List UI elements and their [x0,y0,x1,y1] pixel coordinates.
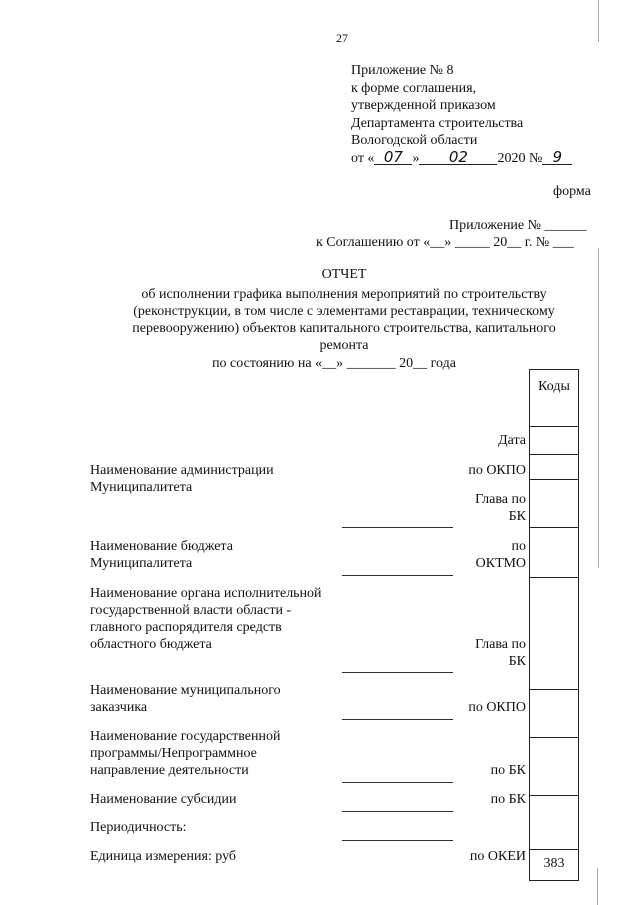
bk-label: Глава по БК [475,492,526,524]
subsidy-label: Наименование субсидии [90,792,237,807]
scan-edge [598,248,599,568]
codes-column [529,369,579,881]
code-cell-okpo-customer [530,689,578,737]
code-cell-bk [530,479,578,527]
oktmo-label: по ОКТМО [475,539,526,571]
form-label: форма [553,184,591,199]
code-cell-bk-subsidy [530,795,578,849]
budget-label: Наименование бюджета Муниципалитета [90,539,233,571]
fill-line [342,575,453,576]
attachment-line: утвержденной приказом [351,98,496,113]
report-title-line: (реконструкции, в том числе с элементами реставрации, техническому [133,304,555,319]
fill-line [342,782,453,783]
periodicity-label: Периодичность: [90,820,187,835]
fill-line [342,811,453,812]
fill-line [342,527,453,528]
okpo-label: по ОКПО [468,700,526,715]
report-title-line: ремонта [319,338,369,353]
code-cell-bk-program [530,737,578,795]
appendix-line: Приложение № ______ [449,218,587,233]
code-cell-date [530,426,578,454]
report-title-line: об исполнении графика выполнения мероприятий по строительству [141,287,547,302]
handwritten-day: 07 [374,150,412,165]
fill-line [342,840,453,841]
code-cell-okei: 383 [530,849,578,880]
code-cell-bk-organ [530,577,578,689]
customer-label: Наименование муниципального заказчика [90,683,281,715]
bk-label: по БК [490,792,526,807]
code-cell-okpo [530,454,578,479]
code-cell-oktmo [530,527,578,577]
okpo-label: по ОКПО [468,463,526,478]
fill-line [342,719,453,720]
handwritten-number: 9 [542,150,572,165]
attachment-line: Департамента строительства [351,115,524,131]
attachment-block [351,62,572,167]
appendix-line: к Соглашению от «__» _____ 20__ г. № ___ [316,235,574,250]
codes-header: Коды [538,379,570,394]
program-label: Наименование государственной программы/Непрограммное направление деятельности [90,729,281,778]
attachment-date: от « 07 » 02 2020 № 9 [351,150,572,168]
report-heading: ОТЧЕТ [321,267,367,282]
fill-line [342,672,453,673]
okei-label: по ОКЕИ [469,849,526,864]
attachment-line: Вологодской области [351,133,478,148]
attachment-line: Приложение № 8 [351,63,454,78]
unit-label: Единица измерения: руб [90,849,237,864]
date-label: Дата [498,433,526,448]
bk-label: по БК [490,763,526,778]
page-number: 27 [336,31,348,45]
attachment-line: к форме соглашения, [351,80,477,96]
report-date-line: по состоянию на «__» _______ 20__ года [212,356,456,371]
organ-label: Наименование органа исполнительной государственной власти области - главного распорядителя средств областного бюджета [90,586,322,652]
admin-label: Наименование администрации Муниципалитета [90,463,274,495]
report-title-line: перевооружению) объектов капитального строительства, капитального [132,321,556,336]
scan-edge [598,0,599,42]
handwritten-month: 02 [419,150,497,165]
scan-edge [597,868,598,905]
bk-label: Глава по БК [475,637,526,669]
